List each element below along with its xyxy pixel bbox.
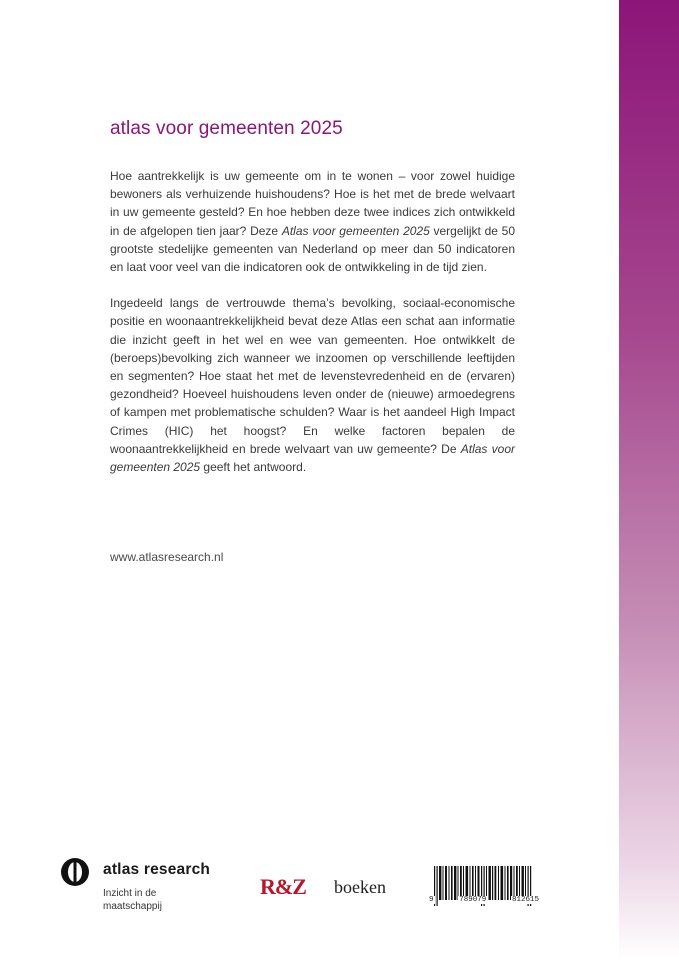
atlas-research-tagline: Inzicht in de maatschappij <box>103 888 162 912</box>
back-cover-content <box>110 118 515 494</box>
atlas-research-logo-icon <box>60 857 90 887</box>
atlas-research-logo <box>60 857 250 917</box>
intro-text-part1: Hoe aantrekkelijk is uw gemeente om in te wonen – voor zowel huidige bewoners als verhuizende huishoudens? Hoe is het met de brede welvaart in uw gemeente gesteld? En hoe hebben deze twee indices zich ontwikkeld in de afgelopen tien jaar? Deze <box>110 169 515 238</box>
isbn-digits <box>428 896 540 904</box>
publisher-mark: R&Z <box>260 874 306 899</box>
themes-paragraph <box>110 294 515 476</box>
book-title: atlas voor gemeenten 2025 <box>110 118 343 139</box>
isbn-barcode <box>428 866 540 912</box>
themes-book-title-italic: Atlas voor gemeenten 2025 <box>110 441 516 475</box>
website-link[interactable]: www.atlasresearch.nl <box>110 550 224 564</box>
isbn-digit-group-1: 789079 <box>459 896 487 904</box>
isbn-digit-group-2: 812615 <box>511 896 539 904</box>
intro-book-title-italic: Atlas voor gemeenten 2025 <box>281 223 430 238</box>
intro-paragraph <box>110 167 515 276</box>
publisher-logo <box>260 874 400 904</box>
themes-text-part2: geeft het antwoord. <box>200 460 307 475</box>
atlas-research-name: atlas research <box>103 861 211 878</box>
isbn-digit-prefix: 9 <box>429 896 434 904</box>
intro-text-part2: vergelijkt de 50 grootste stedelijke gemeenten van Nederland op meer dan 50 indicatoren en laat voor veel van die indicatoren ook de ontwikkeling in de tijd zien. <box>110 223 516 275</box>
cover-spine-gradient <box>619 0 679 960</box>
themes-text-part1: Ingedeeld langs de vertrouwde thema’s bevolking, sociaal-economische positie en woonaantrekkelijkheid bevat deze Atlas een schat aan informatie die inzicht geeft in het wel en wee van gemeenten. Hoe ontwikkelt de (beroeps)bevolking zich wanneer we inzoomen op verschillende leeftijden en segmenten? Hoe staat het met de levenstevredenheid en de (ervaren) gezondheid? Hoeveel huishoudens leven onder de (nieuwe) armoedegrens of kampen met problematische schulden? Waar is het aandeel High Impact Crimes (HIC) het hoogst? En welke factoren bepalen de woonaantrekkelijkheid en brede welvaart van uw gemeente? De <box>110 296 515 456</box>
publisher-word: boeken <box>334 877 386 897</box>
